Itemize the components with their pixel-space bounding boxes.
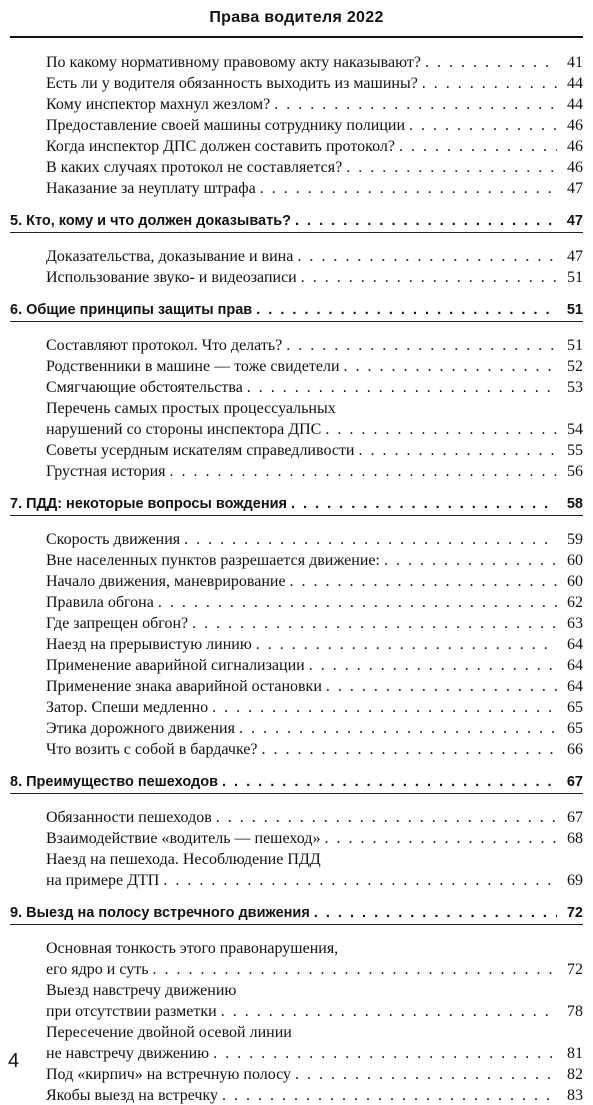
toc-entry-title: Что возить с собой в бардачке? bbox=[46, 741, 258, 758]
toc-page-number: 83 bbox=[567, 1087, 583, 1104]
toc-page-number: 60 bbox=[567, 552, 583, 569]
toc-entry-title: Составляют протокол. Что делать? bbox=[46, 337, 283, 354]
toc-entry[interactable] bbox=[10, 439, 583, 460]
toc-chapter-entry[interactable] bbox=[10, 766, 583, 794]
toc-entry-title: не навстречу движению bbox=[46, 1045, 210, 1062]
toc-page-number: 47 bbox=[567, 180, 583, 197]
toc-entry-title: Где запрещен обгон? bbox=[46, 615, 189, 632]
toc-entry[interactable] bbox=[10, 334, 583, 355]
toc-entry-title: Вне населенных пунктов разрешается движение: bbox=[46, 552, 380, 569]
dot-leader bbox=[260, 179, 557, 198]
toc-entry[interactable] bbox=[10, 1084, 583, 1105]
dot-leader bbox=[216, 808, 557, 827]
dot-leader bbox=[163, 871, 557, 890]
toc-entry-title: Основная тонкость этого правонарушения, bbox=[46, 940, 339, 957]
toc-entry-title: Когда инспектор ДПС должен составить протокол? bbox=[46, 138, 395, 155]
toc-entry[interactable] bbox=[10, 528, 583, 549]
toc-page-number: 52 bbox=[567, 358, 583, 375]
toc-page-number: 69 bbox=[567, 872, 583, 889]
toc-page-number: 47 bbox=[566, 213, 583, 229]
toc-chapter-entry[interactable] bbox=[10, 488, 583, 516]
toc-entry-title: Использование звуко- и видеозаписи bbox=[46, 269, 297, 286]
toc-chapter-entry[interactable] bbox=[10, 897, 583, 925]
toc-entry-title: Взаимодействие «водитель — пешеход» bbox=[46, 830, 321, 847]
toc-chapter-title: 5. Кто, кому и что должен доказывать? bbox=[10, 213, 291, 229]
dot-leader bbox=[274, 95, 557, 114]
toc-entry[interactable] bbox=[10, 266, 583, 287]
toc-entry[interactable] bbox=[10, 612, 583, 633]
toc-page-number: 65 bbox=[567, 699, 583, 716]
toc-entry-title: Начало движения, маневрирование bbox=[46, 573, 286, 590]
toc-entry[interactable] bbox=[10, 738, 583, 759]
toc-entry-title: Перечень самых простых процессуальных bbox=[46, 400, 336, 417]
toc-page-number: 66 bbox=[567, 741, 583, 758]
toc-entry-title: Выезд навстречу движению bbox=[46, 982, 237, 999]
dot-leader bbox=[297, 247, 557, 266]
toc-entry[interactable] bbox=[10, 848, 583, 869]
dot-leader bbox=[262, 740, 557, 759]
toc-entry[interactable] bbox=[10, 460, 583, 481]
dot-leader bbox=[409, 116, 557, 135]
toc-page-number: 82 bbox=[567, 1066, 583, 1083]
toc-entry[interactable] bbox=[10, 654, 583, 675]
toc-spacer bbox=[10, 287, 583, 294]
toc-page-number: 44 bbox=[567, 75, 583, 92]
toc-page-number: 62 bbox=[567, 594, 583, 611]
dot-leader bbox=[325, 420, 557, 439]
toc-entry-title: Наказание за неуплату штрафа bbox=[46, 180, 256, 197]
toc-chapter-title: 8. Преимущество пешеходов bbox=[10, 774, 218, 790]
toc-entry-title: Родственники в машине — тоже свидетели bbox=[46, 358, 340, 375]
dot-leader bbox=[359, 441, 558, 460]
toc-entry[interactable] bbox=[10, 806, 583, 827]
toc-page-number: 41 bbox=[567, 54, 583, 71]
toc-entry[interactable] bbox=[10, 376, 583, 397]
toc-entry[interactable] bbox=[10, 958, 583, 979]
page-number: 4 bbox=[8, 1050, 20, 1072]
toc-page-number: 60 bbox=[567, 573, 583, 590]
toc-chapter-title: 9. Выезд на полосу встречного движения bbox=[10, 905, 310, 921]
dot-leader bbox=[213, 1044, 557, 1063]
toc-entry-title: По какому нормативному правовому акту наказывают? bbox=[46, 54, 421, 71]
toc-page-number: 46 bbox=[567, 138, 583, 155]
dot-leader bbox=[422, 74, 557, 93]
toc-page-number: 46 bbox=[567, 159, 583, 176]
toc-entry[interactable] bbox=[10, 591, 583, 612]
toc-entry-title: Есть ли у водителя обязанность выходить из машины? bbox=[46, 75, 418, 92]
dot-leader bbox=[344, 357, 557, 376]
toc-entry[interactable] bbox=[10, 245, 583, 266]
toc-entry-title: Якобы выезд на встречку bbox=[46, 1087, 219, 1104]
toc-entry-title: Пересечение двойной осевой линии bbox=[46, 1024, 292, 1041]
dot-leader bbox=[295, 1065, 557, 1084]
toc-entry-title: Под «кирпич» на встречную полосу bbox=[46, 1066, 292, 1083]
toc-page-number: 67 bbox=[567, 809, 583, 826]
running-header-title: Права водителя 2022 bbox=[209, 9, 384, 26]
toc-entry-title: Обязанности пешеходов bbox=[46, 809, 212, 826]
toc-page-number: 47 bbox=[567, 248, 583, 265]
toc-entry-title: Применение аварийной сигнализации bbox=[46, 657, 305, 674]
dot-leader bbox=[192, 614, 557, 633]
toc-entry[interactable] bbox=[10, 156, 583, 177]
toc-entry[interactable] bbox=[10, 72, 583, 93]
dot-leader bbox=[256, 635, 557, 654]
toc-page-number: 55 bbox=[567, 442, 583, 459]
toc-entry[interactable] bbox=[10, 979, 583, 1000]
dot-leader bbox=[212, 698, 557, 717]
toc-entry[interactable] bbox=[10, 696, 583, 717]
toc-page-number: 72 bbox=[566, 905, 583, 921]
toc-page-number: 59 bbox=[567, 531, 583, 548]
toc-entry[interactable] bbox=[10, 51, 583, 72]
dot-leader bbox=[221, 1002, 557, 1021]
toc-entry[interactable] bbox=[10, 93, 583, 114]
toc-entry-title: Правила обгона bbox=[46, 594, 154, 611]
dot-leader bbox=[239, 719, 557, 738]
toc-page-number: 72 bbox=[567, 961, 583, 978]
toc-page-number: 67 bbox=[566, 774, 583, 790]
toc-page-number: 51 bbox=[566, 302, 583, 318]
dot-leader bbox=[326, 677, 557, 696]
running-header bbox=[10, 6, 583, 38]
toc-page-number: 64 bbox=[567, 636, 583, 653]
toc-page-number: 53 bbox=[567, 379, 583, 396]
toc-entry-title: Наезд на прерывистую линию bbox=[46, 636, 252, 653]
toc-entry[interactable] bbox=[10, 570, 583, 591]
toc-entry[interactable] bbox=[10, 633, 583, 654]
toc-entry-title: на примере ДТП bbox=[46, 872, 160, 889]
toc-entry[interactable] bbox=[10, 827, 583, 848]
dot-leader bbox=[346, 158, 557, 177]
toc-entry-title: Скорость движения bbox=[46, 531, 181, 548]
dot-leader bbox=[291, 493, 557, 515]
dot-leader bbox=[324, 829, 557, 848]
toc-page-number: 51 bbox=[567, 269, 583, 286]
toc-chapter-title: 6. Общие принципы защиты прав bbox=[10, 302, 253, 318]
toc-page-number: 78 bbox=[567, 1003, 583, 1020]
toc-page-number: 81 bbox=[567, 1045, 583, 1062]
toc-entry-title: Предоставление своей машины сотруднику полиции bbox=[46, 117, 406, 134]
toc-spacer bbox=[10, 481, 583, 488]
toc-entry[interactable] bbox=[10, 675, 583, 696]
dot-leader bbox=[170, 462, 557, 481]
toc-page-number: 63 bbox=[567, 615, 583, 632]
table-of-contents bbox=[10, 51, 583, 1105]
toc-entry-title: его ядро и суть bbox=[46, 961, 149, 978]
toc-page-number: 58 bbox=[566, 496, 583, 512]
toc-page-number: 64 bbox=[567, 657, 583, 674]
toc-page-number: 46 bbox=[567, 117, 583, 134]
toc-entry-title: Смягчающие обстоятельства bbox=[46, 379, 243, 396]
toc-page-number: 44 bbox=[567, 96, 583, 113]
toc-page-number: 64 bbox=[567, 678, 583, 695]
toc-entry-title: Советы усердным искателям справедливости bbox=[46, 442, 355, 459]
toc-entry-title: нарушений со стороны инспектора ДПС bbox=[46, 421, 322, 438]
toc-chapter-entry[interactable] bbox=[10, 294, 583, 322]
toc-page-number: 68 bbox=[567, 830, 583, 847]
toc-entry-title: Кому инспектор махнул жезлом? bbox=[46, 96, 271, 113]
dot-leader bbox=[256, 299, 557, 321]
toc-spacer bbox=[10, 759, 583, 766]
dot-leader bbox=[290, 572, 557, 591]
dot-leader bbox=[184, 530, 557, 549]
toc-spacer bbox=[10, 890, 583, 897]
dot-leader bbox=[301, 268, 557, 287]
toc-entry[interactable] bbox=[10, 1021, 583, 1042]
toc-entry-title: Затор. Спеши медленно bbox=[46, 699, 209, 716]
toc-entry[interactable] bbox=[10, 135, 583, 156]
dot-leader bbox=[222, 771, 557, 793]
dot-leader bbox=[295, 210, 557, 232]
toc-page-number: 54 bbox=[567, 421, 583, 438]
toc-entry[interactable] bbox=[10, 1000, 583, 1021]
toc-entry-title: Этика дорожного движения bbox=[46, 720, 235, 737]
dot-leader bbox=[222, 1086, 557, 1105]
toc-entry[interactable] bbox=[10, 717, 583, 738]
dot-leader bbox=[153, 960, 557, 979]
toc-page-number: 65 bbox=[567, 720, 583, 737]
toc-entry-title: Наезд на пешехода. Несоблюдение ПДД bbox=[46, 851, 321, 868]
dot-leader bbox=[399, 137, 557, 156]
toc-entry-title: В каких случаях протокол не составляется? bbox=[46, 159, 343, 176]
toc-entry[interactable] bbox=[10, 355, 583, 376]
toc-entry[interactable] bbox=[10, 869, 583, 890]
toc-entry[interactable] bbox=[10, 549, 583, 570]
toc-chapter-entry[interactable] bbox=[10, 205, 583, 233]
toc-entry[interactable] bbox=[10, 397, 583, 418]
toc-entry[interactable] bbox=[10, 177, 583, 198]
toc-spacer bbox=[10, 198, 583, 205]
toc-entry-title: при отсутствии разметки bbox=[46, 1003, 217, 1020]
dot-leader bbox=[309, 656, 557, 675]
toc-entry-title: Грустная история bbox=[46, 463, 166, 480]
toc-entry-title: Доказательства, доказывание и вина bbox=[46, 248, 294, 265]
toc-entry[interactable] bbox=[10, 937, 583, 958]
toc-chapter-title: 7. ПДД: некоторые вопросы вождения bbox=[10, 496, 287, 512]
toc-entry[interactable] bbox=[10, 114, 583, 135]
dot-leader bbox=[286, 336, 557, 355]
toc-entry-title: Применение знака аварийной остановки bbox=[46, 678, 322, 695]
toc-page-number: 51 bbox=[567, 337, 583, 354]
toc-entry[interactable] bbox=[10, 1042, 583, 1063]
toc-entry[interactable] bbox=[10, 418, 583, 439]
dot-leader bbox=[384, 551, 557, 570]
dot-leader bbox=[425, 53, 557, 72]
dot-leader bbox=[314, 902, 557, 924]
dot-leader bbox=[158, 593, 557, 612]
toc-page-number: 56 bbox=[567, 463, 583, 480]
toc-entry[interactable] bbox=[10, 1063, 583, 1084]
dot-leader bbox=[247, 378, 557, 397]
